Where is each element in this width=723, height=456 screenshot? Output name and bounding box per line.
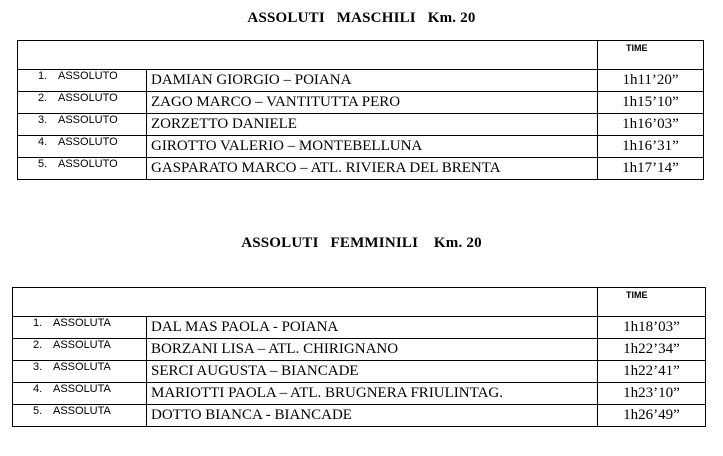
athlete-name: DAL MAS PAOLA - POIANA <box>147 317 598 339</box>
finish-time: 1h16’31” <box>598 136 704 158</box>
finish-time: 1h23’10” <box>598 383 706 405</box>
table-row <box>13 405 706 427</box>
position-cell <box>18 158 147 180</box>
athlete-name: ZAGO MARCO – VANTITUTTA PERO <box>147 92 598 114</box>
position-cell <box>13 361 147 383</box>
category-label: ASSOLUTA <box>53 361 111 373</box>
athlete-name: GIROTTO VALERIO – MONTEBELLUNA <box>147 136 598 158</box>
position-cell <box>18 70 147 92</box>
position-number: 1. <box>38 70 48 82</box>
category-label: ASSOLUTA <box>53 339 111 351</box>
position-number: 4. <box>33 383 43 395</box>
position-number: 4. <box>38 136 48 148</box>
athlete-name: GASPARATO MARCO – ATL. RIVIERA DEL BRENTA <box>147 158 598 180</box>
time-column-header: TIME <box>598 41 704 70</box>
time-column-header: TIME <box>598 288 706 317</box>
table-row <box>18 92 704 114</box>
position-cell <box>13 405 147 427</box>
category-label: ASSOLUTO <box>58 114 118 126</box>
table-row <box>13 361 706 383</box>
athlete-name: DAMIAN GIORGIO – POIANA <box>147 70 598 92</box>
position-number: 3. <box>38 114 48 126</box>
position-number: 3. <box>33 361 43 373</box>
category-label: ASSOLUTA <box>53 383 111 395</box>
table-row <box>18 136 704 158</box>
header-empty-cell <box>18 41 598 70</box>
category-label: ASSOLUTO <box>58 92 118 104</box>
position-number: 2. <box>33 339 43 351</box>
table-row <box>13 339 706 361</box>
position-cell <box>13 383 147 405</box>
position-cell <box>18 114 147 136</box>
athlete-name: BORZANI LISA – ATL. CHIRIGNANO <box>147 339 598 361</box>
position-cell <box>13 317 147 339</box>
table-row <box>13 317 706 339</box>
position-cell <box>18 92 147 114</box>
position-number: 5. <box>33 405 43 417</box>
athlete-name: ZORZETTO DANIELE <box>147 114 598 136</box>
athlete-name: MARIOTTI PAOLA – ATL. BRUGNERA FRIULINTAG. <box>147 383 598 405</box>
position-cell <box>18 136 147 158</box>
position-number: 1. <box>33 317 43 329</box>
position-number: 2. <box>38 92 48 104</box>
category-label: ASSOLUTO <box>58 70 118 82</box>
men-results-table <box>17 40 704 180</box>
finish-time: 1h22’34” <box>598 339 706 361</box>
category-label: ASSOLUTA <box>53 405 111 417</box>
athlete-name: SERCI AUGUSTA – BIANCADE <box>147 361 598 383</box>
finish-time: 1h17’14” <box>598 158 704 180</box>
table-row <box>13 383 706 405</box>
finish-time: 1h15’10” <box>598 92 704 114</box>
position-number: 5. <box>38 158 48 170</box>
table-header-row <box>18 41 704 70</box>
finish-time: 1h18’03” <box>598 317 706 339</box>
table-row <box>18 158 704 180</box>
table-header-row <box>13 288 706 317</box>
table-row <box>18 70 704 92</box>
category-label: ASSOLUTO <box>58 158 118 170</box>
finish-time: 1h11’20” <box>598 70 704 92</box>
women-results-table <box>12 287 706 427</box>
athlete-name: DOTTO BIANCA - BIANCADE <box>147 405 598 427</box>
position-cell <box>13 339 147 361</box>
header-empty-cell <box>13 288 598 317</box>
finish-time: 1h22’41” <box>598 361 706 383</box>
category-label: ASSOLUTO <box>58 136 118 148</box>
men-section-title: ASSOLUTI MASCHILI Km. 20 <box>247 10 476 26</box>
finish-time: 1h26’49” <box>598 405 706 427</box>
finish-time: 1h16’03” <box>598 114 704 136</box>
category-label: ASSOLUTA <box>53 317 111 329</box>
table-row <box>18 114 704 136</box>
women-section-title: ASSOLUTI FEMMINILI Km. 20 <box>241 235 482 251</box>
